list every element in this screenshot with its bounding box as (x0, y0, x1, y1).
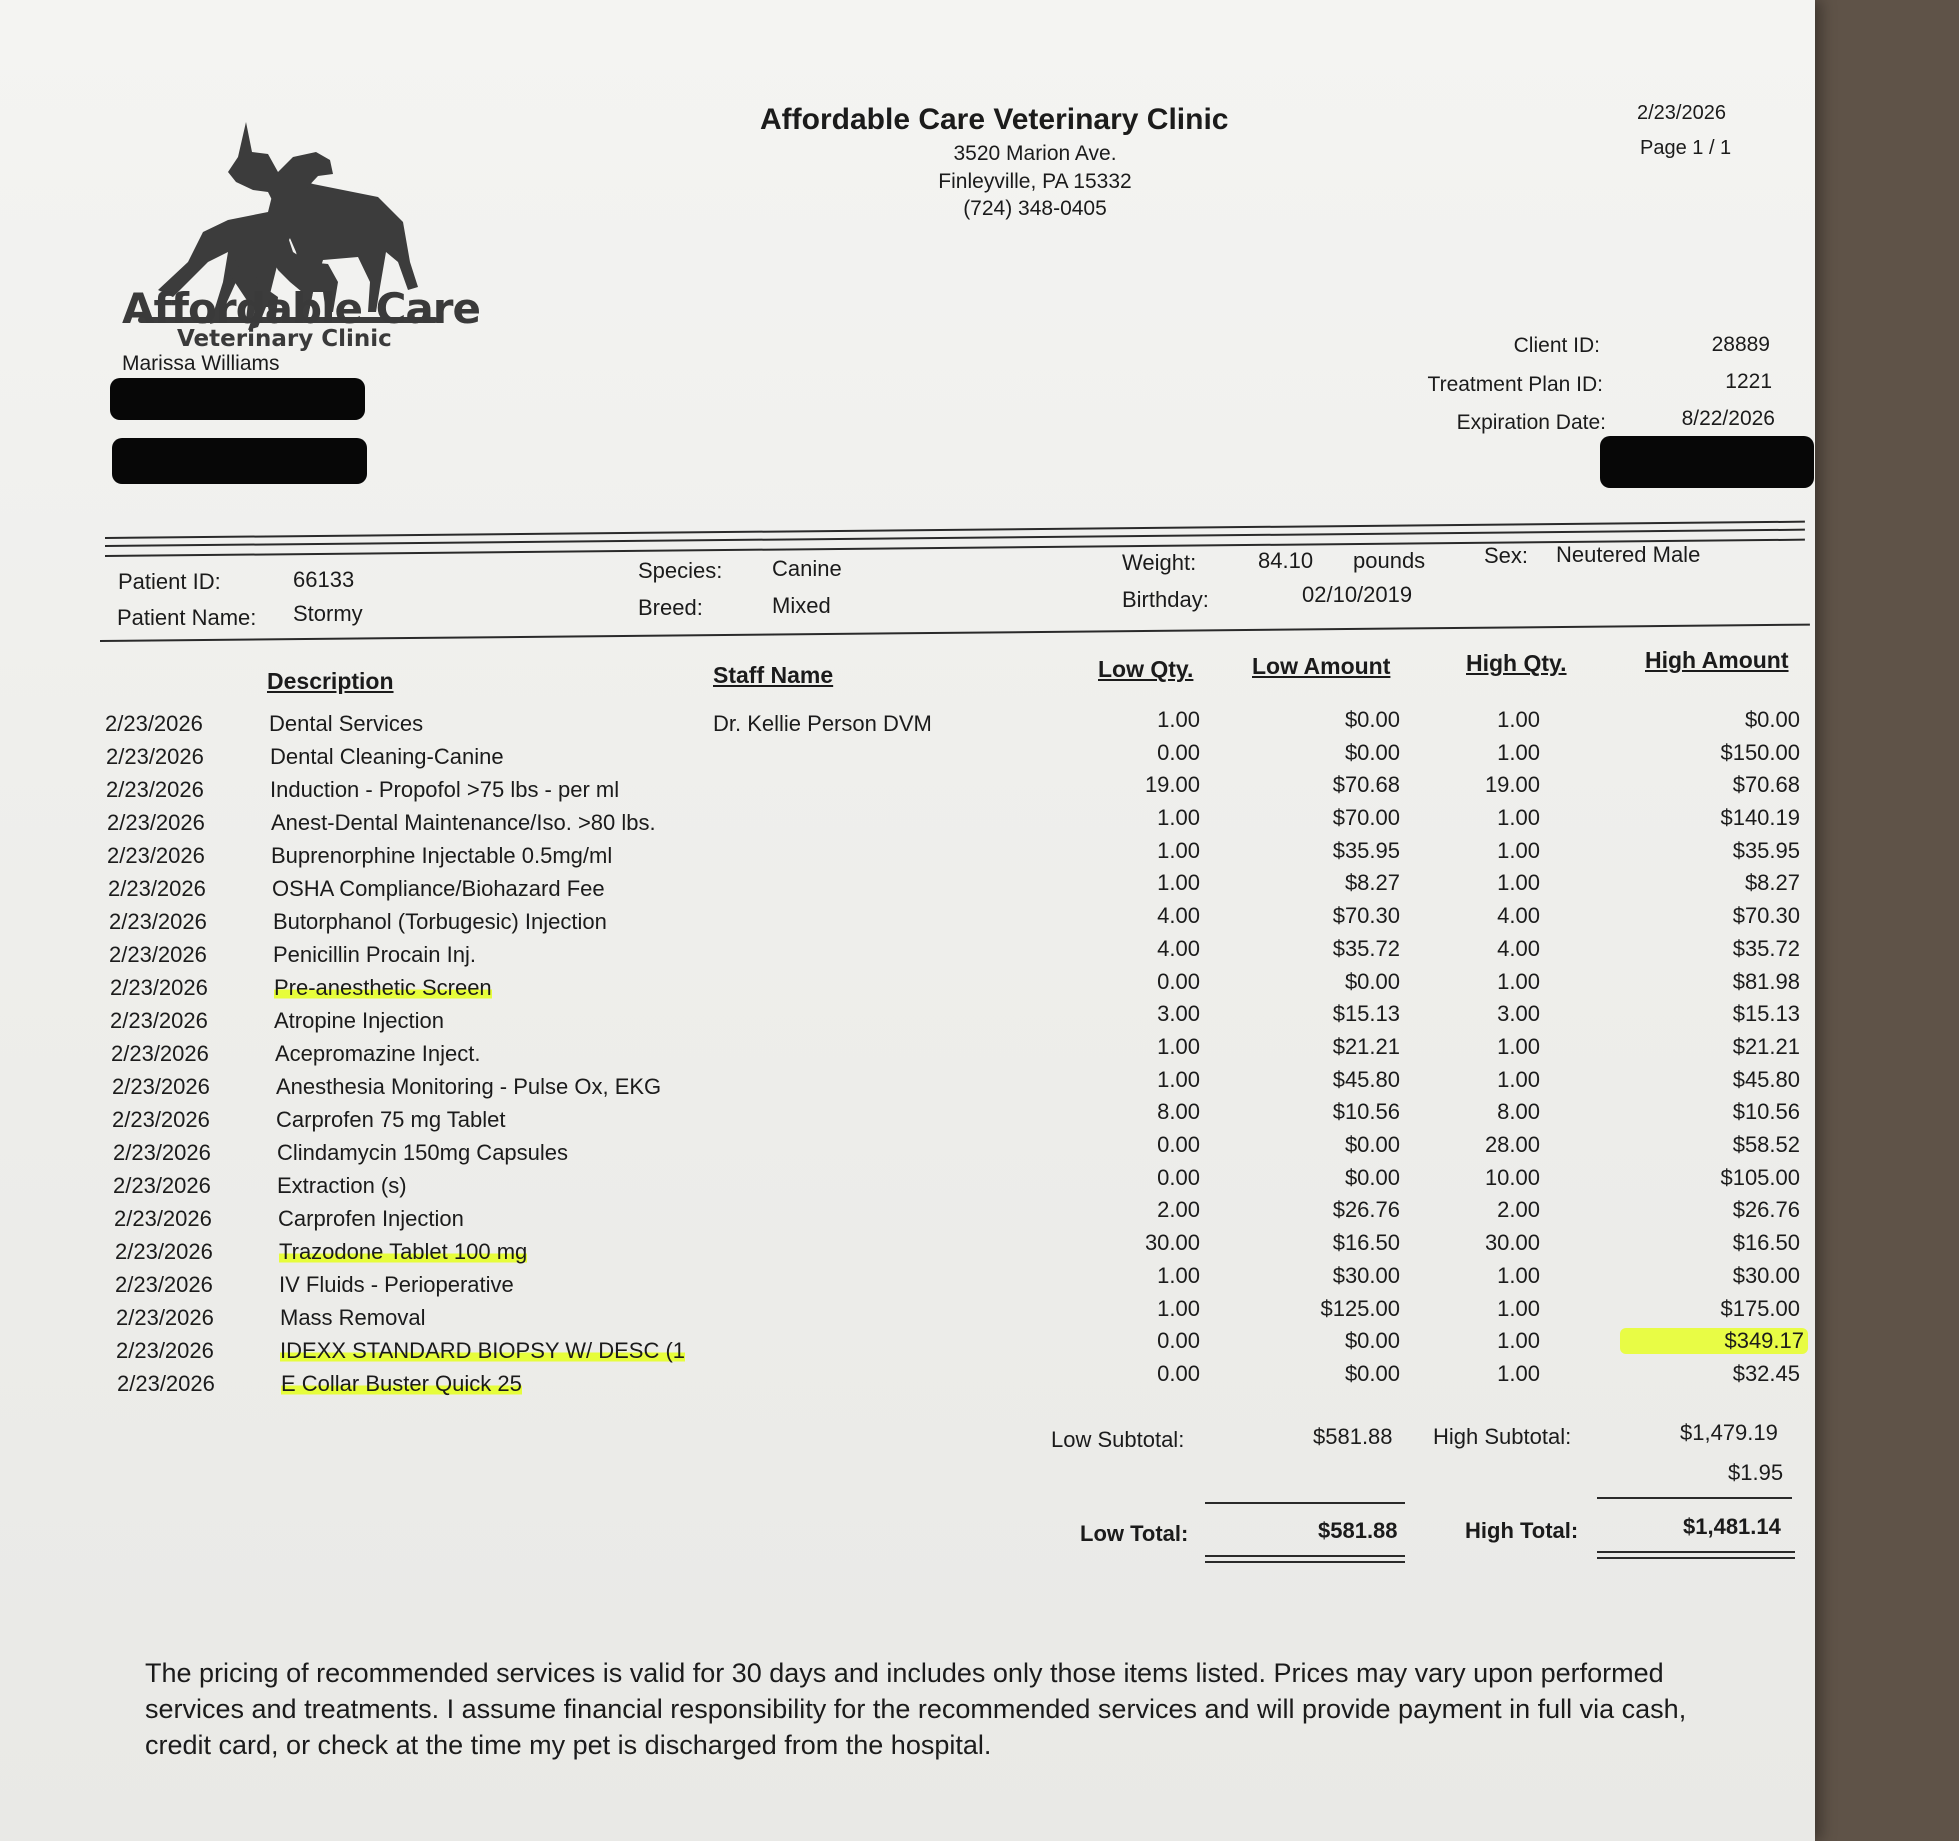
table-row (0, 1296, 1815, 1338)
row-low-amount: $15.13 (1332, 1001, 1400, 1026)
low-total-rule (1205, 1502, 1405, 1504)
table-row (0, 838, 1815, 876)
high-total-double-rule-1 (1597, 1551, 1795, 1553)
row-high-amount: $70.68 (1732, 772, 1800, 797)
clinic-phone: (724) 348-0405 (963, 197, 1107, 220)
row-high-amount: $32.45 (1732, 1361, 1800, 1386)
row-high-qty: 10.00 (1484, 1165, 1540, 1190)
row-high-amount: $15.13 (1732, 1001, 1800, 1026)
row-date: 2/23/2026 (109, 942, 207, 967)
row-high-amount: $45.80 (1732, 1067, 1800, 1092)
row-low-qty: 4.00 (1157, 936, 1200, 961)
row-date: 2/23/2026 (116, 1305, 214, 1330)
table-row (0, 772, 1815, 810)
row-description: E Collar Buster Quick 25 (281, 1371, 522, 1396)
breed-label: Breed: (638, 595, 703, 620)
high-total-double-rule-2 (1597, 1557, 1795, 1559)
row-description: Extraction (s) (277, 1173, 407, 1198)
row-high-qty: 1.00 (1497, 805, 1540, 830)
row-low-amount: $0.00 (1344, 969, 1400, 994)
row-low-amount: $0.00 (1344, 707, 1400, 732)
row-description: Penicillin Procain Inj. (273, 942, 476, 967)
table-row (0, 1165, 1815, 1206)
row-staff-name: Dr. Kellie Person DVM (713, 711, 932, 736)
table-row (0, 707, 1815, 744)
row-low-amount: $70.68 (1332, 772, 1400, 797)
table-row (0, 805, 1815, 843)
row-description: IV Fluids - Perioperative (279, 1272, 514, 1297)
row-date: 2/23/2026 (112, 1107, 210, 1132)
row-low-amount: $10.56 (1332, 1099, 1400, 1124)
divider-top-3 (105, 539, 1805, 557)
clinic-address-line1: 3520 Marion Ave. (953, 142, 1117, 165)
low-total-value: $581.88 (1318, 1518, 1398, 1543)
patient-id-value: 66133 (293, 567, 355, 592)
row-high-amount: $10.56 (1732, 1099, 1800, 1124)
row-low-qty: 1.00 (1157, 1067, 1200, 1092)
birthday-value: 02/10/2019 (1302, 582, 1413, 607)
row-high-qty: 1.00 (1497, 838, 1540, 863)
table-row (0, 1001, 1815, 1041)
table-row (0, 903, 1815, 942)
row-low-qty: 1.00 (1157, 870, 1200, 895)
row-description: Acepromazine Inject. (275, 1041, 481, 1066)
row-date: 2/23/2026 (110, 975, 208, 1000)
table-row (0, 1361, 1815, 1404)
row-low-amount: $26.76 (1332, 1197, 1400, 1222)
row-date: 2/23/2026 (112, 1074, 210, 1099)
row-low-qty: 0.00 (1157, 1132, 1200, 1157)
row-high-amount: $105.00 (1720, 1165, 1800, 1190)
row-low-qty: 1.00 (1157, 1034, 1200, 1059)
row-high-qty: 1.00 (1497, 1328, 1540, 1353)
row-date: 2/23/2026 (109, 909, 207, 934)
row-high-qty: 28.00 (1484, 1132, 1540, 1157)
row-date: 2/23/2026 (115, 1272, 213, 1297)
table-row (0, 1328, 1815, 1371)
expiration-value: 8/22/2026 (1681, 407, 1775, 430)
sex-value: Neutered Male (1556, 542, 1701, 567)
row-high-qty: 1.00 (1497, 1263, 1540, 1288)
clinic-address-line2: Finleyville, PA 15332 (938, 170, 1132, 193)
header-high-amount: High Amount (1645, 647, 1789, 673)
row-low-qty: 19.00 (1144, 772, 1200, 797)
row-description: Buprenorphine Injectable 0.5mg/ml (271, 843, 613, 868)
breed-value: Mixed (772, 593, 831, 618)
weight-unit: pounds (1353, 548, 1426, 573)
row-low-amount: $125.00 (1320, 1296, 1400, 1321)
row-high-qty: 19.00 (1484, 772, 1540, 797)
row-low-amount: $0.00 (1344, 1165, 1400, 1190)
sex-label: Sex: (1484, 543, 1529, 568)
row-description: Anesthesia Monitoring - Pulse Ox, EKG (276, 1074, 662, 1099)
client-id-label: Client ID: (1513, 334, 1600, 357)
row-high-qty: 1.00 (1497, 740, 1540, 765)
row-high-amount: $175.00 (1720, 1296, 1800, 1321)
row-low-qty: 0.00 (1157, 969, 1200, 994)
table-row (0, 1067, 1815, 1107)
row-low-qty: 2.00 (1157, 1197, 1200, 1222)
birthday-label: Birthday: (1122, 587, 1209, 612)
row-high-qty: 1.00 (1497, 1296, 1540, 1321)
row-description: Pre-anesthetic Screen (274, 975, 492, 1000)
row-low-qty: 30.00 (1144, 1230, 1200, 1255)
row-low-amount: $35.72 (1332, 936, 1400, 961)
redacted-address-line2 (112, 438, 367, 484)
table-row (0, 969, 1815, 1008)
row-high-amount: $58.52 (1732, 1132, 1800, 1157)
row-date: 2/23/2026 (114, 1206, 212, 1231)
row-low-qty: 1.00 (1157, 1263, 1200, 1288)
client-id-value: 28889 (1711, 333, 1770, 356)
high-subtotal-value: $1,479.19 (1680, 1420, 1778, 1445)
client-name: Marissa Williams (122, 352, 280, 375)
row-low-qty: 8.00 (1157, 1099, 1200, 1124)
row-low-qty: 0.00 (1157, 740, 1200, 765)
header-high-qty: High Qty. (1466, 650, 1567, 676)
low-total-double-rule-1 (1205, 1555, 1405, 1557)
row-date: 2/23/2026 (111, 1041, 209, 1066)
patient-name-value: Stormy (293, 601, 363, 626)
row-description: Mass Removal (280, 1305, 426, 1330)
row-low-qty: 1.00 (1157, 805, 1200, 830)
document-date: 2/23/2026 (1637, 102, 1726, 124)
row-high-amount: $16.50 (1732, 1230, 1800, 1255)
row-date: 2/23/2026 (110, 1008, 208, 1033)
row-description: Trazodone Tablet 100 mg (279, 1239, 528, 1264)
row-description: Atropine Injection (274, 1008, 444, 1033)
row-low-amount: $16.50 (1332, 1230, 1400, 1255)
table-row (0, 1197, 1815, 1239)
row-high-amount: $35.72 (1732, 936, 1800, 961)
low-total-label: Low Total: (1080, 1521, 1189, 1546)
disclaimer-text: The pricing of recommended services is valid for 30 days and includes only those items listed. Prices may vary upon performed services and treatments. I assume financial responsibility for the recommended services and will provide payment in full via cash, credit card, or check at the time my pet is discharged from the hospital. (145, 1658, 1687, 1760)
row-date: 2/23/2026 (116, 1338, 214, 1363)
page-number: Page 1 / 1 (1640, 137, 1732, 159)
low-subtotal-value: $581.88 (1313, 1424, 1393, 1449)
row-low-amount: $35.95 (1332, 838, 1400, 863)
row-description: Dental Cleaning-Canine (270, 744, 504, 769)
row-description: Clindamycin 150mg Capsules (277, 1140, 569, 1165)
row-description: Butorphanol (Torbugesic) Injection (273, 909, 607, 934)
table-row (0, 1230, 1815, 1272)
row-date: 2/23/2026 (107, 810, 205, 835)
row-low-qty: 3.00 (1157, 1001, 1200, 1026)
species-label: Species: (638, 558, 723, 583)
expiration-label: Expiration Date: (1456, 411, 1606, 434)
row-low-amount: $8.27 (1344, 870, 1400, 895)
row-high-amount: $349.17 (1620, 1328, 1808, 1354)
row-high-qty: 1.00 (1497, 707, 1540, 732)
row-low-qty: 4.00 (1157, 903, 1200, 928)
row-high-qty: 30.00 (1484, 1230, 1540, 1255)
row-high-amount: $0.00 (1744, 707, 1800, 732)
logo-subtitle: Veterinary Clinic (177, 326, 392, 352)
patient-id-label: Patient ID: (118, 569, 221, 594)
row-high-qty: 1.00 (1497, 969, 1540, 994)
row-date: 2/23/2026 (113, 1140, 211, 1165)
patient-name-label: Patient Name: (117, 605, 257, 630)
row-high-qty: 8.00 (1497, 1099, 1540, 1124)
header-description: Description (267, 668, 394, 694)
row-high-qty: 1.00 (1497, 1034, 1540, 1059)
row-high-qty: 1.00 (1497, 870, 1540, 895)
row-high-amount: $26.76 (1732, 1197, 1800, 1222)
table-row (0, 936, 1815, 975)
row-description: IDEXX STANDARD BIOPSY W/ DESC (1 (280, 1338, 686, 1363)
high-total-value: $1,481.14 (1683, 1514, 1781, 1539)
low-total-double-rule-2 (1205, 1561, 1405, 1563)
row-date: 2/23/2026 (105, 711, 203, 736)
row-date: 2/23/2026 (108, 876, 206, 901)
row-low-qty: 1.00 (1157, 707, 1200, 732)
row-high-qty: 1.00 (1497, 1361, 1540, 1386)
row-high-amount: $30.00 (1732, 1263, 1800, 1288)
row-date: 2/23/2026 (113, 1173, 211, 1198)
table-row (0, 1132, 1815, 1173)
row-high-amount: $70.30 (1732, 903, 1800, 928)
table-row (0, 1034, 1815, 1074)
row-low-qty: 0.00 (1157, 1165, 1200, 1190)
high-total-rule (1597, 1497, 1792, 1499)
row-low-amount: $45.80 (1332, 1067, 1400, 1092)
row-high-qty: 3.00 (1497, 1001, 1540, 1026)
row-high-amount: $35.95 (1732, 838, 1800, 863)
row-high-qty: 2.00 (1497, 1197, 1540, 1222)
weight-value: 84.10 (1258, 548, 1314, 573)
row-high-amount: $140.19 (1720, 805, 1800, 830)
row-high-amount: $81.98 (1732, 969, 1800, 994)
row-high-amount: $8.27 (1744, 870, 1800, 895)
header-staff: Staff Name (713, 662, 834, 688)
row-high-qty: 1.00 (1497, 1067, 1540, 1092)
weight-label: Weight: (1122, 550, 1197, 575)
row-low-amount: $70.00 (1332, 805, 1400, 830)
clinic-name: Affordable Care Veterinary Clinic (760, 103, 1229, 136)
redacted-client-info (1600, 436, 1814, 488)
low-subtotal-label: Low Subtotal: (1051, 1427, 1185, 1452)
table-row (0, 870, 1815, 909)
row-low-qty: 1.00 (1157, 1296, 1200, 1321)
row-date: 2/23/2026 (107, 843, 205, 868)
row-high-amount: $150.00 (1720, 740, 1800, 765)
row-low-amount: $21.21 (1332, 1034, 1400, 1059)
row-low-amount: $0.00 (1344, 740, 1400, 765)
row-description: OSHA Compliance/Biohazard Fee (272, 876, 605, 901)
divider-top-2 (105, 529, 1805, 547)
row-description: Anest-Dental Maintenance/Iso. >80 lbs. (271, 810, 656, 835)
high-subtotal-label: High Subtotal: (1433, 1424, 1572, 1449)
table-row (0, 1263, 1815, 1305)
extra-charge-value: $1.95 (1728, 1460, 1784, 1485)
row-date: 2/23/2026 (106, 744, 204, 769)
header-low-qty: Low Qty. (1098, 656, 1194, 682)
high-total-label: High Total: (1465, 1518, 1579, 1543)
species-value: Canine (772, 556, 842, 581)
row-date: 2/23/2026 (117, 1371, 215, 1396)
header-low-amount: Low Amount (1252, 653, 1391, 679)
row-description: Dental Services (269, 711, 424, 736)
row-low-amount: $70.30 (1332, 903, 1400, 928)
redacted-address-line1 (110, 378, 365, 420)
row-description: Carprofen Injection (278, 1206, 464, 1231)
row-low-qty: 0.00 (1157, 1361, 1200, 1386)
row-low-amount: $30.00 (1332, 1263, 1400, 1288)
row-low-qty: 0.00 (1157, 1328, 1200, 1353)
row-date: 2/23/2026 (115, 1239, 213, 1264)
row-high-amount: $21.21 (1732, 1034, 1800, 1059)
row-low-amount: $0.00 (1344, 1328, 1400, 1353)
row-date: 2/23/2026 (106, 777, 204, 802)
table-row (0, 1099, 1815, 1140)
row-low-amount: $0.00 (1344, 1361, 1400, 1386)
row-low-qty: 1.00 (1157, 838, 1200, 863)
row-description: Induction - Propofol >75 lbs - per ml (270, 777, 620, 802)
plan-id-label: Treatment Plan ID: (1427, 373, 1603, 396)
plan-id-value: 1221 (1725, 370, 1772, 393)
row-high-qty: 4.00 (1497, 903, 1540, 928)
row-low-amount: $0.00 (1344, 1132, 1400, 1157)
row-high-qty: 4.00 (1497, 936, 1540, 961)
logo-wordmark: Affordable Care (122, 284, 480, 333)
row-description: Carprofen 75 mg Tablet (276, 1107, 506, 1132)
table-row (0, 740, 1815, 777)
